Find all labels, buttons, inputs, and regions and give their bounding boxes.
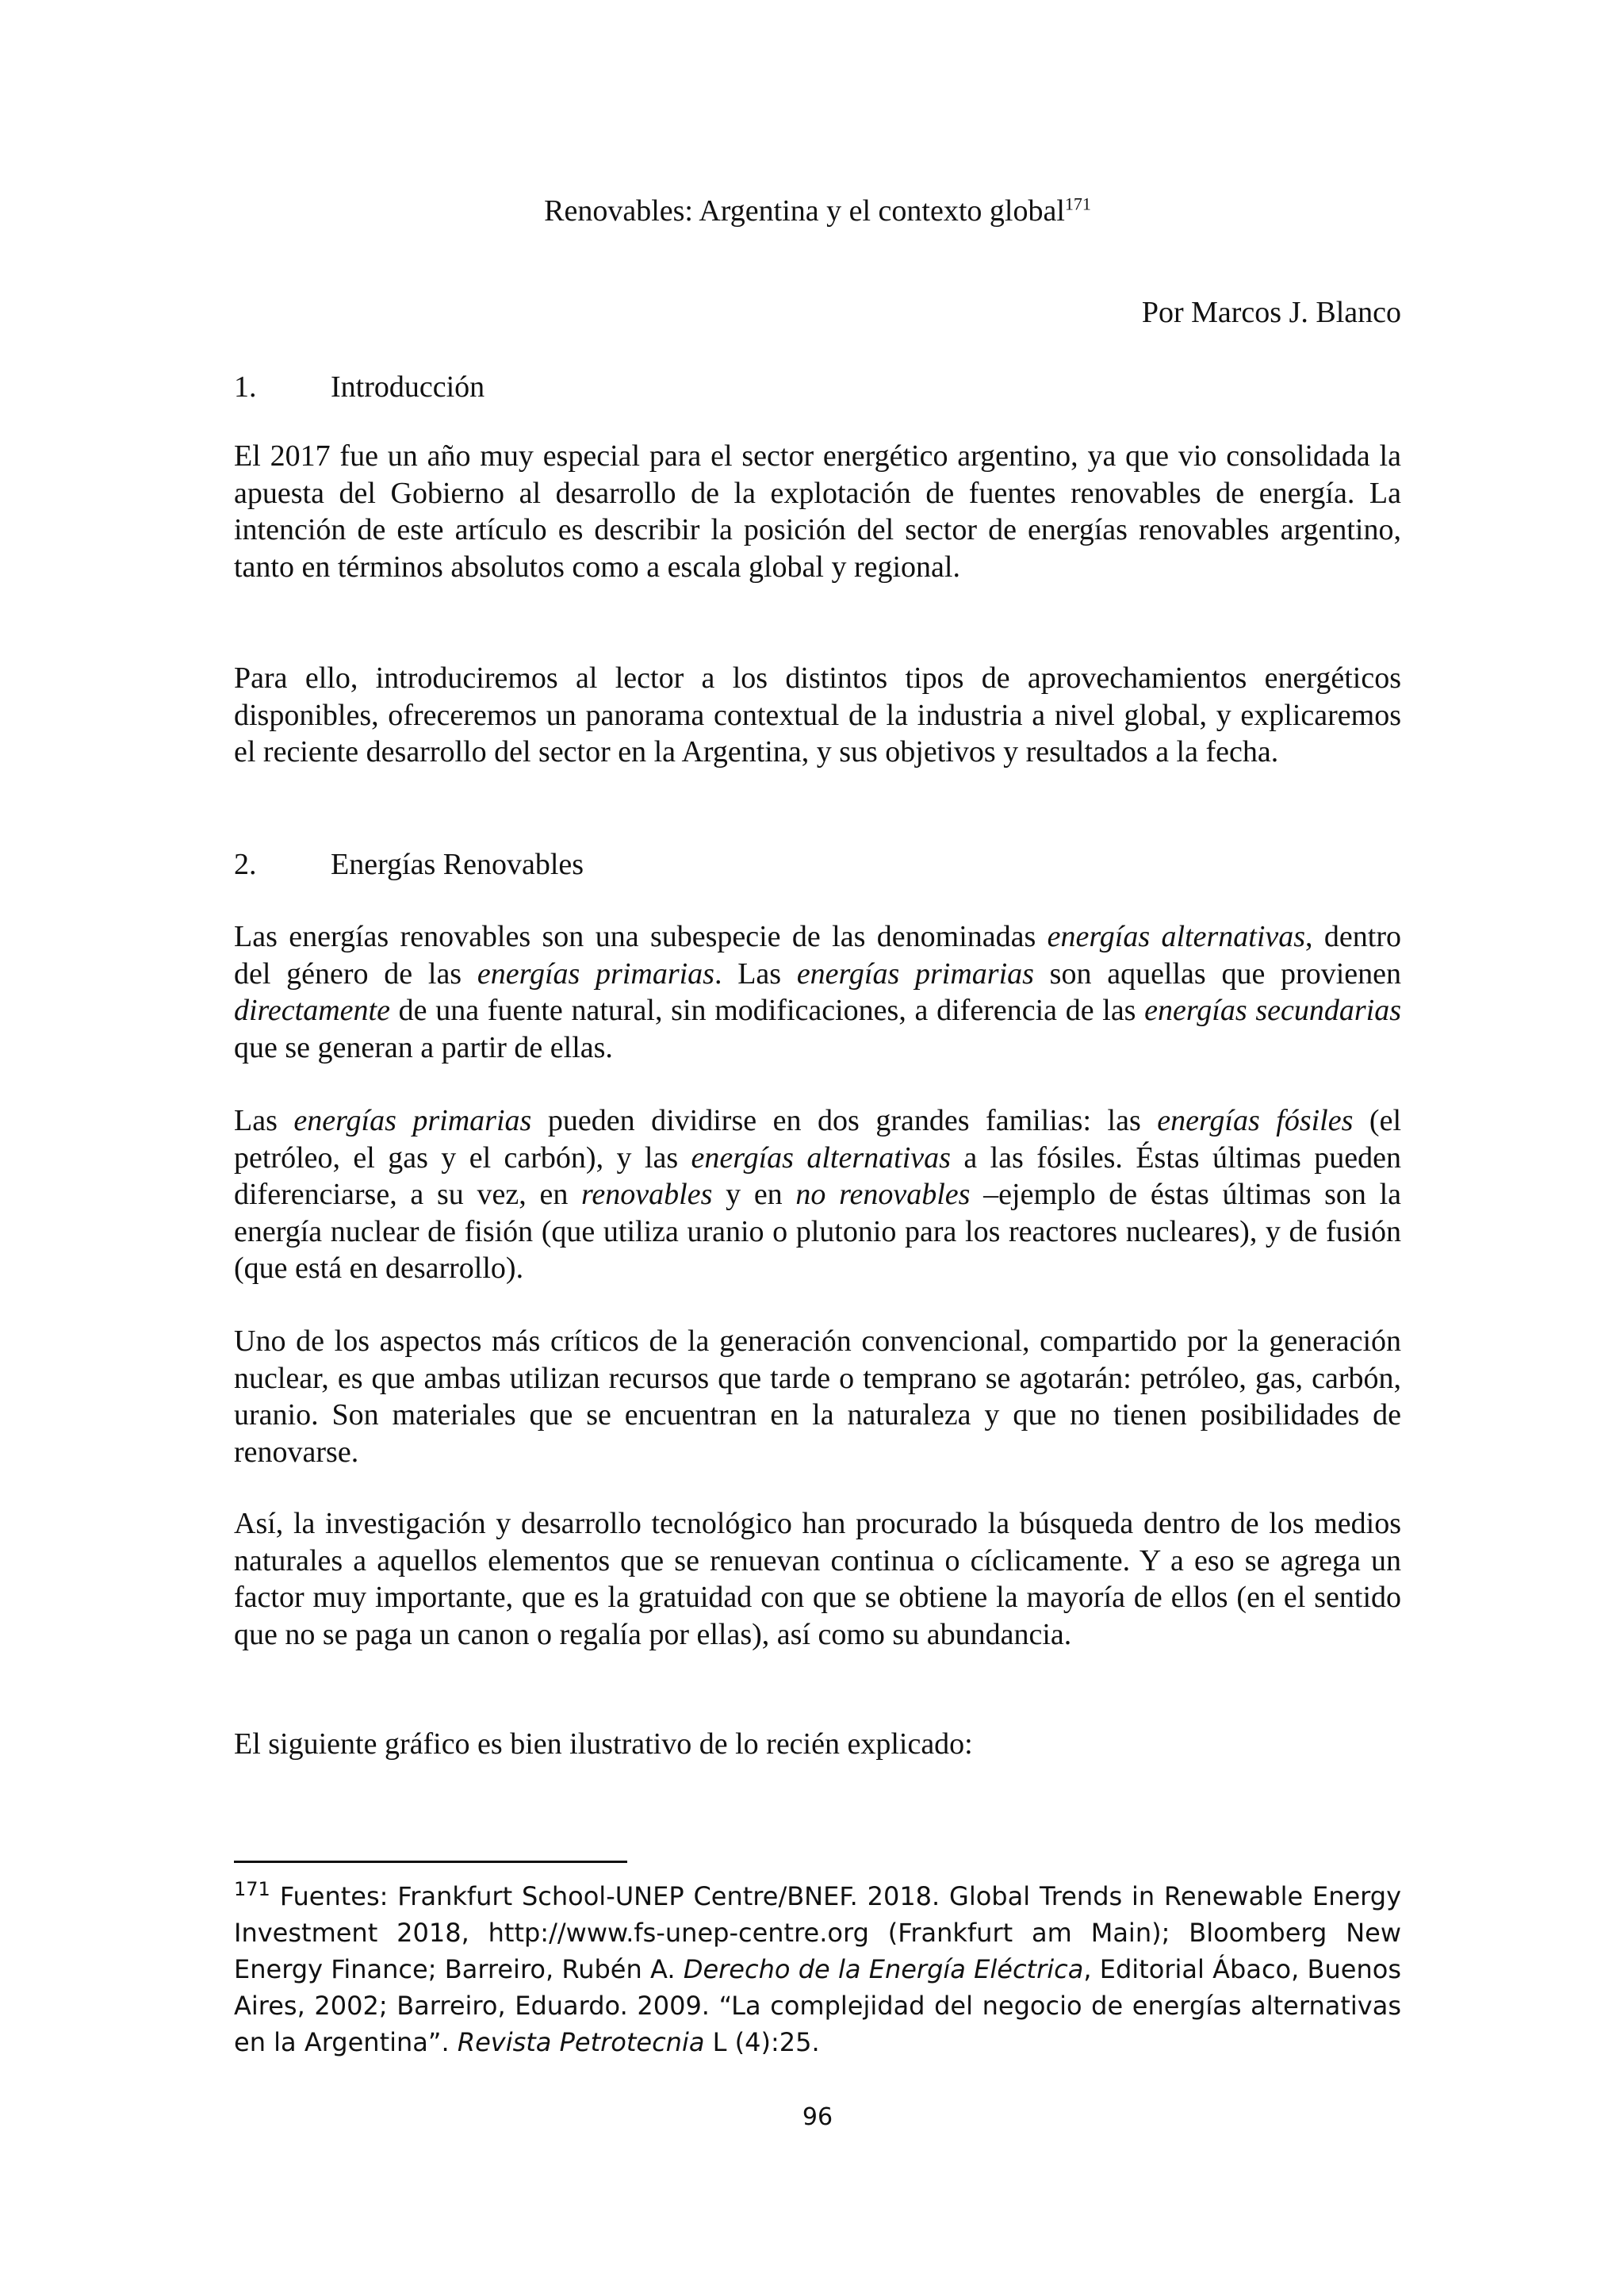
section-heading-1: [234, 366, 485, 408]
paragraph-purpose: Para ello, introduciremos al lector a los distintos tipos de aprovechamientos energéticos disponibles, ofreceremos un panorama contextual de la industria a nivel global, y explicaremos el reciente desarrollo del sector en la Argentina, y sus objetivos y resultados a la fecha.: [234, 661, 1401, 769]
paragraph-chart-intro: El siguiente gráfico es bien ilustrativo de lo recién explicado:: [234, 1727, 973, 1761]
text-run: que se generan a partir de ellas.: [234, 1030, 613, 1064]
italic-term: energías secundarias: [1144, 994, 1401, 1027]
text-run: Las energías renovables son una subespecie de las denominadas: [234, 920, 1048, 953]
article-title: [234, 190, 1401, 232]
article-title-text: Renovables: Argentina y el contexto global: [544, 194, 1065, 228]
paragraph-conventional: Uno de los aspectos más críticos de la generación convencional, compartido por la generación nuclear, es que ambas utilizan recursos que tarde o temprano se agotarán: petróleo, gas, carbón, uranio. Son materiales que se encuentran en la naturaleza y que no tienen posibilidades de renovarse.: [234, 1324, 1401, 1469]
footnote-mark: 171: [234, 1878, 270, 1901]
paragraph-intro: El 2017 fue un año muy especial para el sector energético argentino, ya que vio consolidada la apuesta del Gobierno al desarrollo de la explotación de fuentes renovables de energía. La intención de este artículo es describir la posición del sector de energías renovables argentino, tanto en términos absolutos como a escala global y regional.: [234, 439, 1401, 584]
text-run: –ejemplo de éstas últimas son la energía nuclear de fisión (que utiliza uranio o plutonio para los reactores nucleares), y de fusión (que está en desarrollo).: [234, 1178, 1401, 1285]
italic-title: Revista Petrotecnia: [457, 2027, 705, 2057]
italic-term: no renovables: [795, 1178, 971, 1211]
italic-term: directamente: [234, 994, 390, 1027]
paragraph-definition: [234, 918, 1401, 1066]
text-run: de una fuente natural, sin modificaciones, a diferencia de las: [389, 994, 1145, 1027]
italic-term: renovables: [581, 1178, 713, 1211]
document-page: [234, 0, 1401, 2296]
footnote-separator: [234, 1861, 627, 1863]
text-run: (el petróleo, el gas y el carbón), y las: [234, 1104, 1402, 1175]
text-run: , dentro del género de las: [234, 920, 1402, 991]
text-run: son aquellas que provienen: [1033, 956, 1401, 991]
italic-term: energías alternativas: [691, 1140, 951, 1175]
page-number: 96: [802, 2103, 833, 2131]
italic-term: energías primarias: [796, 956, 1034, 991]
italic-title: Derecho de la Energía Eléctrica: [683, 1954, 1084, 1984]
text-run: a las fósiles. Éstas últimas pueden diferenciarse, a su vez, en: [234, 1140, 1401, 1211]
author-byline: Por Marcos J. Blanco: [1141, 296, 1401, 329]
section-title: Introducción: [331, 370, 485, 404]
text-run: pueden dividirse en dos grandes familias: las: [531, 1104, 1158, 1137]
section-title: Energías Renovables: [331, 848, 584, 881]
paragraph-families: [234, 1102, 1401, 1287]
italic-term: energías primarias: [293, 1104, 532, 1137]
section-number: 2.: [234, 848, 257, 881]
italic-term: energías alternativas: [1047, 920, 1306, 953]
text-run: Las: [234, 1104, 294, 1137]
text-run: . Las: [714, 956, 797, 991]
italic-term: energías fósiles: [1157, 1104, 1354, 1137]
italic-term: energías primarias: [477, 956, 714, 991]
paragraph-research: Así, la investigación y desarrollo tecnológico han procurado la búsqueda dentro de los medios naturales a aquellos elementos que se renuevan continua o cíclicamente. Y a eso se agrega un factor muy importante, que es la gratuidad con que se obtiene la mayoría de ellos (en el sentido que no se paga un canon o regalía por ellas), así como su abundancia.: [234, 1507, 1401, 1651]
section-heading-2: [234, 844, 584, 885]
text-run: L (4):25.: [704, 2027, 820, 2057]
text-run: y en: [712, 1178, 796, 1211]
title-footnote-ref[interactable]: 171: [1064, 194, 1091, 214]
text-run: , Editorial Ábaco, Buenos Aires, 2002; Barreiro, Eduardo. 2009. “La complejidad del negocio de energías alternativas en la Argentina”.: [234, 1954, 1402, 2057]
text-run: Fuentes: Frankfurt School-UNEP Centre/BNEF. 2018. Global Trends in Renewable Energy Investment 2018, http://www.fs-unep-centre.org (Frankfurt am Main); Bloomberg New Energy Finance; Barreiro, Rubén A.: [234, 1881, 1401, 1984]
footnote-171: [234, 1878, 1401, 2060]
section-number: 1.: [234, 370, 257, 404]
